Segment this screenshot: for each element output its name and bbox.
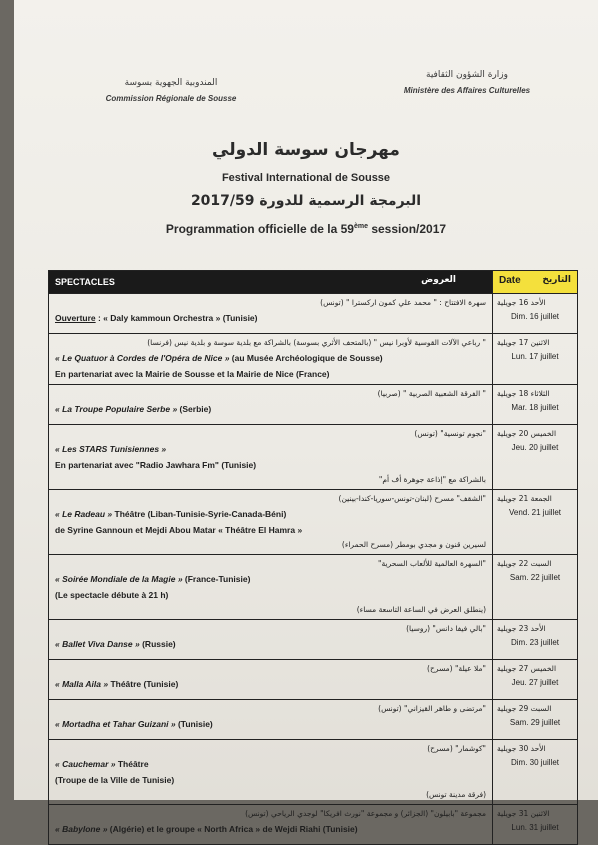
program-ar-extra: (ينطلق العرض في الساعة التاسعة مساء) bbox=[356, 605, 486, 614]
date-ar: السبت 29 جويلية bbox=[497, 704, 552, 713]
date-fr: Lun. 17 juillet bbox=[511, 352, 559, 361]
program-fr bbox=[55, 350, 486, 366]
header-left-fr: Commission Régionale de Sousse bbox=[105, 94, 237, 103]
date-fr: Jeu. 27 juillet bbox=[511, 678, 559, 687]
date-cell bbox=[493, 490, 578, 555]
program-fr-extra bbox=[55, 366, 486, 382]
program-fr-main: « Soirée Mondiale de la Magie » bbox=[55, 574, 183, 584]
program-fr bbox=[55, 676, 486, 692]
program-cell bbox=[49, 805, 493, 845]
program-fr-main: « Mortadha et Tahar Guizani » bbox=[55, 719, 176, 729]
date-fr: Mar. 18 juillet bbox=[511, 403, 559, 412]
table-row bbox=[49, 385, 578, 425]
program-ar: "بالي فيفا دانس" (روسيا) bbox=[406, 624, 486, 633]
header-date bbox=[493, 271, 578, 294]
program-title-ar: البرمجة الرسمية للدورة 2017/59 bbox=[190, 193, 422, 209]
program-ar: " رباعي الآلات القوسية لأوبرا نيس " (بالمتحف الأثري بسوسة) بالشراكة مع بلدية سوسة و بلدية نيس (فرنسا) bbox=[147, 338, 486, 347]
program-cell bbox=[49, 334, 493, 385]
program-fr-extra-text: de Syrine Gannoun et Mejdi Abou Matar « Théâtre El Hamra » bbox=[55, 525, 303, 535]
program-ar: "كوشمار" (مسرح) bbox=[427, 744, 486, 753]
program-title-fr bbox=[14, 222, 598, 236]
program-title-fr-post: session/2017 bbox=[368, 222, 447, 236]
table-row bbox=[49, 700, 578, 740]
program-fr bbox=[55, 756, 486, 772]
program-cell bbox=[49, 740, 493, 805]
festival-title-fr: Festival International de Sousse bbox=[221, 172, 391, 184]
program-fr-main: « Cauchemar » bbox=[55, 759, 116, 769]
date-cell bbox=[493, 425, 578, 490]
date-cell bbox=[493, 700, 578, 740]
date-ar: السبت 22 جويلية bbox=[497, 559, 552, 568]
date-cell bbox=[493, 294, 578, 334]
program-ar: "السهرة العالمية للألعاب السحرية" bbox=[378, 559, 486, 568]
date-cell bbox=[493, 660, 578, 700]
program-table bbox=[48, 270, 578, 845]
table-row bbox=[49, 294, 578, 334]
date-cell bbox=[493, 555, 578, 620]
header-date-fr: Date bbox=[499, 275, 521, 286]
program-fr-detail: (Serbie) bbox=[177, 404, 212, 414]
program-fr bbox=[55, 506, 486, 522]
date-cell bbox=[493, 805, 578, 845]
date-fr: Dim. 30 juillet bbox=[510, 758, 559, 767]
table-row bbox=[49, 805, 578, 845]
program-ar: "نجوم تونسية" (تونس) bbox=[414, 429, 486, 438]
program-fr bbox=[55, 310, 486, 326]
program-fr-main: « Le Quatuor à Cordes de l'Opéra de Nice » bbox=[55, 353, 230, 363]
program-ar-extra: بالشراكة مع "إذاعة جوهرة أف أم" bbox=[378, 475, 486, 484]
program-fr-extra-text: En partenariat avec "Radio Jawhara Fm" (Tunisie) bbox=[55, 460, 257, 470]
program-ar: "ملا عيلة" (مسرح) bbox=[427, 664, 486, 673]
date-ar: الأحد 30 جويلية bbox=[497, 744, 546, 753]
program-cell bbox=[49, 660, 493, 700]
date-ar: الخميس 27 جويلية bbox=[497, 664, 557, 673]
program-title-fr-sup: ème bbox=[353, 223, 368, 230]
date-ar: الاثنين 17 جويلية bbox=[497, 338, 550, 347]
program-fr-detail: (Algérie) et le groupe « North Africa » de Wejdi Riahi (Tunisie) bbox=[107, 824, 358, 834]
table-row bbox=[49, 334, 578, 385]
date-ar: الثلاثاء 18 جويلية bbox=[497, 389, 550, 398]
program-fr-extra-text: (Le spectacle débute à 21 h) bbox=[55, 590, 169, 600]
program-fr-main: « Le Radeau » bbox=[55, 509, 113, 519]
header-spectacles-ar: العروض bbox=[421, 275, 456, 285]
program-ar-extra: لسيرين قنون و مجدي بومطر (مسرح الحمراء) bbox=[341, 540, 486, 549]
date-fr: Vend. 21 juillet bbox=[508, 508, 562, 517]
program-ar: " الفرقة الشعبية الصربية " (صربيا) bbox=[377, 389, 486, 398]
program-cell bbox=[49, 425, 493, 490]
date-cell bbox=[493, 385, 578, 425]
program-cell bbox=[49, 620, 493, 660]
program-ar-extra: (فرقة مدينة تونس) bbox=[426, 790, 486, 799]
header-right-ar: وزارة الشؤون الثقافية bbox=[426, 70, 508, 80]
date-ar: الاثنين 31 جويلية bbox=[497, 809, 550, 818]
date-fr: Sam. 29 juillet bbox=[509, 718, 561, 727]
date-fr: Dim. 23 juillet bbox=[510, 638, 559, 647]
date-fr: Lun. 31 juillet bbox=[511, 823, 559, 832]
program-ar: "الشقف" مسرح (لبنان-تونس-سوريا-كندا-بينين) bbox=[338, 494, 486, 503]
program-ar: سهرة الافتتاح : " محمد علي كمون اركسترا " (تونس) bbox=[320, 298, 486, 307]
header-left bbox=[86, 78, 256, 103]
date-ar: الأحد 16 جويلية bbox=[497, 298, 546, 307]
date-cell bbox=[493, 740, 578, 805]
date-ar: الأحد 23 جويلية bbox=[497, 624, 546, 633]
program-cell bbox=[49, 700, 493, 740]
program-fr bbox=[55, 441, 486, 457]
program-fr-extra bbox=[55, 522, 486, 538]
program-fr-extra bbox=[55, 457, 486, 473]
program-fr-detail: (Russie) bbox=[139, 639, 176, 649]
table-row bbox=[49, 660, 578, 700]
program-fr-extra-text: En partenariat avec la Mairie de Sousse et la Mairie de Nice (France) bbox=[55, 369, 330, 379]
program-fr-extra bbox=[55, 772, 486, 788]
header-right-fr: Ministère des Affaires Culturelles bbox=[403, 86, 531, 95]
program-fr bbox=[55, 821, 486, 837]
program-fr-extra-text: (Troupe de la Ville de Tunisie) bbox=[55, 775, 175, 785]
date-cell bbox=[493, 620, 578, 660]
header-spectacles-fr: SPECTACLES bbox=[55, 277, 115, 287]
table-header-row bbox=[49, 271, 578, 294]
program-fr bbox=[55, 716, 486, 732]
header-spectacles bbox=[49, 271, 493, 294]
program-fr-detail: Théâtre (Liban-Tunisie-Syrie-Canada-Béni) bbox=[112, 509, 287, 519]
program-fr-main: « Malla Aila » bbox=[55, 679, 109, 689]
festival-title-ar: مهرجان سوسة الدولي bbox=[212, 140, 400, 160]
program-fr-detail: Théâtre (Tunisie) bbox=[108, 679, 179, 689]
date-ar: الخميس 20 جويلية bbox=[497, 429, 557, 438]
program-fr bbox=[55, 571, 486, 587]
program-fr-main: « Les STARS Tunisiennes » bbox=[55, 444, 167, 454]
header-left-ar: المندوبية الجهوية بسوسة bbox=[124, 78, 218, 88]
program-fr-detail: : « Daly kammoun Orchestra » (Tunisie) bbox=[95, 313, 258, 323]
date-fr: Sam. 22 juillet bbox=[509, 573, 561, 582]
program-ar: "مرتضى و طاهر القيزاني" (تونس) bbox=[378, 704, 486, 713]
table-row bbox=[49, 555, 578, 620]
table-row bbox=[49, 620, 578, 660]
program-title-fr-pre: Programmation officielle de la 59 bbox=[165, 222, 354, 236]
program-cell bbox=[49, 294, 493, 334]
table-row bbox=[49, 490, 578, 555]
table-row bbox=[49, 425, 578, 490]
program-fr-detail: (France-Tunisie) bbox=[182, 574, 251, 584]
program-fr-main: « Ballet Viva Danse » bbox=[55, 639, 140, 649]
program-cell bbox=[49, 490, 493, 555]
date-fr: Jeu. 20 juillet bbox=[511, 443, 559, 452]
program-fr-detail: (au Musée Archéologique de Sousse) bbox=[229, 353, 383, 363]
program-fr bbox=[55, 636, 486, 652]
header-right bbox=[382, 70, 552, 95]
header-date-ar: التاريخ bbox=[542, 275, 571, 285]
date-fr: Dim. 16 juillet bbox=[510, 312, 559, 321]
program-fr-main: « Babylone » bbox=[55, 824, 108, 834]
program-fr-detail: Théâtre bbox=[115, 759, 149, 769]
program-fr-main: « La Troupe Populaire Serbe » bbox=[55, 404, 178, 414]
program-ar: مجموعة "بابيلون" (الجزائر) و مجموعة "نورث افريكا" لوجدي الرياحي (تونس) bbox=[245, 809, 486, 818]
program-fr-detail: (Tunisie) bbox=[175, 719, 213, 729]
document-page bbox=[14, 0, 598, 834]
date-cell bbox=[493, 334, 578, 385]
program-fr bbox=[55, 401, 486, 417]
table-row bbox=[49, 740, 578, 805]
date-ar: الجمعة 21 جويلية bbox=[497, 494, 552, 503]
program-fr-main: Ouverture bbox=[55, 313, 96, 323]
program-cell bbox=[49, 385, 493, 425]
program-cell bbox=[49, 555, 493, 620]
program-fr-extra bbox=[55, 587, 486, 603]
